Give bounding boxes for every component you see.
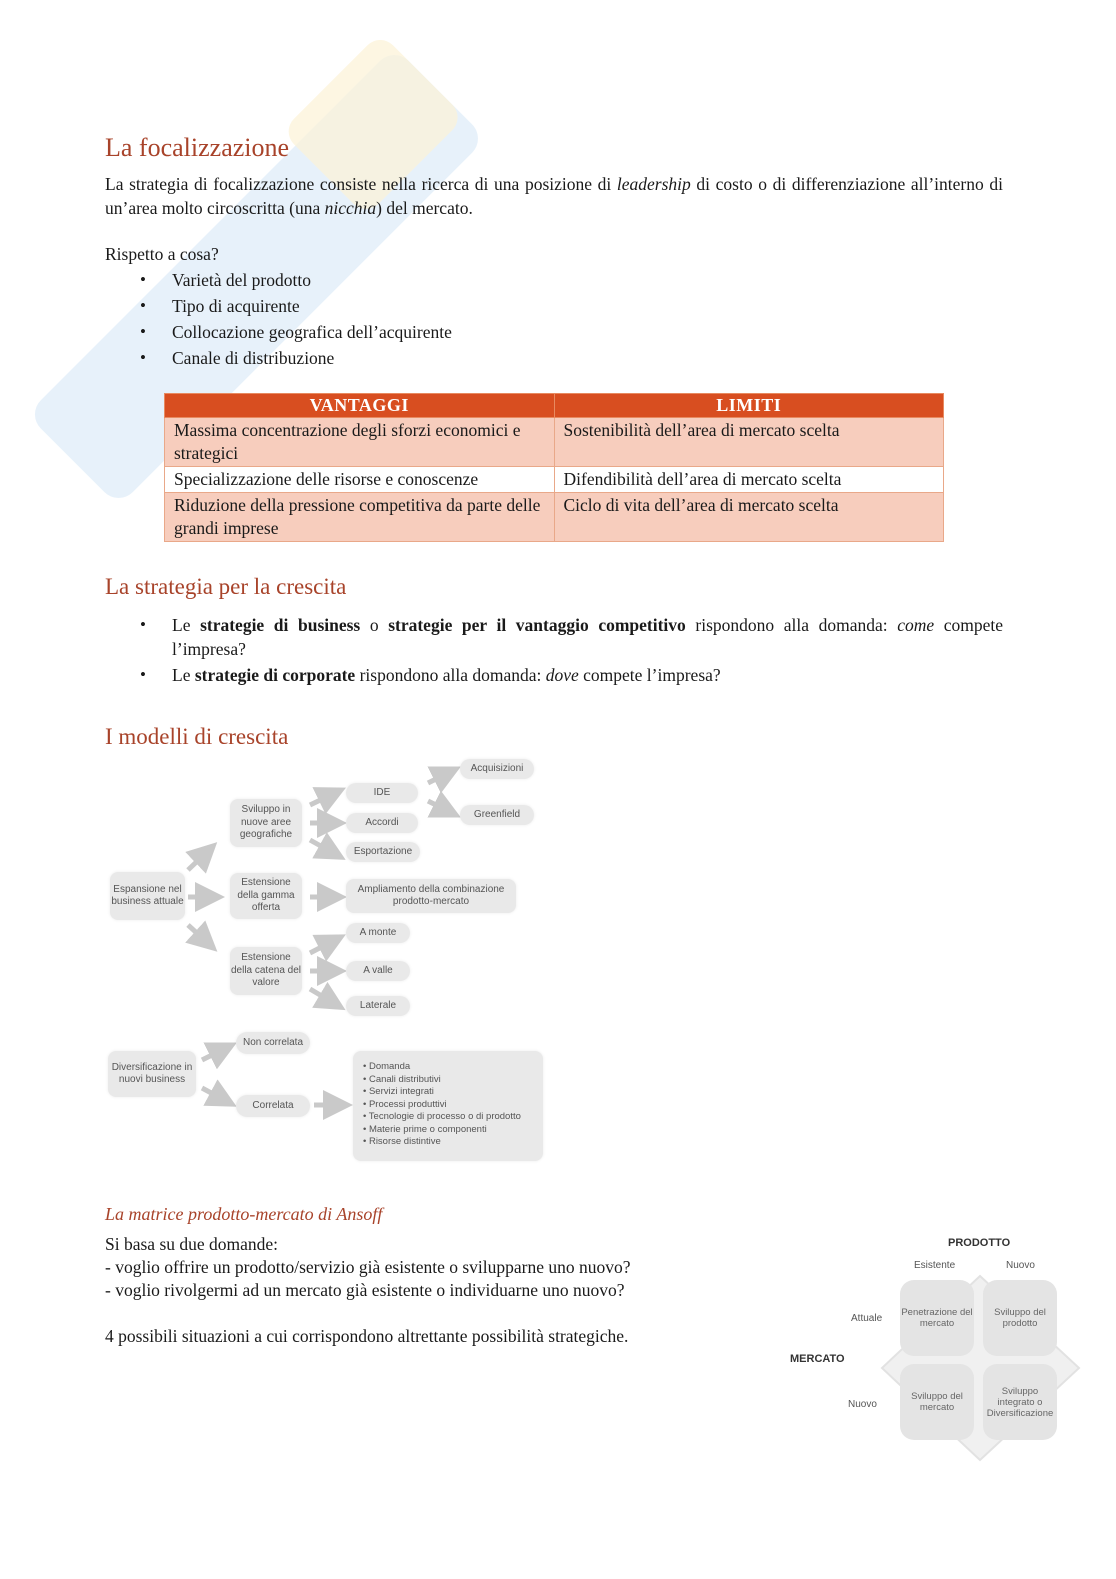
strong-text: strategie per il vantaggio competitivo [388, 615, 686, 635]
arrow [188, 849, 210, 870]
text: rispondono alla domanda: [685, 615, 898, 635]
ansoff-question-2: - voglio rivolgermi ad un mercato già esistente o individuarne uno nuovo? [105, 1280, 625, 1300]
intro-text-2: di costo o di differenziazione all’interno di un’area molto circoscritta (una [105, 174, 1003, 218]
node-a-monte: A monte [346, 923, 410, 943]
node-correlata: Correlata [236, 1095, 310, 1117]
intro-emphasis-leadership: leadership [616, 174, 691, 194]
ansoff-question-1: - voglio offrire un prodotto/servizio già esistente o svilupparne uno nuovo? [105, 1257, 631, 1277]
text: rispondono alla domanda: [355, 665, 546, 685]
arrow [428, 771, 452, 783]
header-limiti: LIMITI [554, 394, 944, 418]
list-item: • Collocazione geografica dell’acquirente [105, 319, 452, 345]
table-header-row [165, 394, 944, 418]
arrow [188, 925, 210, 945]
node-laterale: Laterale [346, 996, 410, 1016]
criteria-list [105, 267, 452, 371]
list-item: • Tipo di acquirente [105, 293, 452, 319]
intro-text-1: La strategia di focalizzazione consiste nella ricerca di una posizione di [105, 174, 617, 194]
matrix-col-esistente: Esistente [914, 1260, 956, 1271]
list-item [105, 613, 1003, 661]
list-item: • Canale di distribuzione [105, 345, 452, 371]
node-a-valle: A valle [346, 961, 410, 981]
table-row [165, 493, 944, 542]
page-title: La focalizzazione [105, 133, 290, 162]
arrow [202, 1088, 228, 1102]
list-item: • Canali distributivi [363, 1073, 441, 1085]
node-ampliamento: Ampliamento della combinazione prodotto-mercato [346, 879, 516, 913]
node-diversificazione: Diversificazione in nuovi business [108, 1051, 196, 1097]
ansoff-conclusion: 4 possibili situazioni a cui corrispondono altrettante possibilità strategiche. [105, 1326, 629, 1346]
table-cell: Ciclo di vita dell’area di mercato scelta [554, 493, 944, 542]
list-item: • Varietà del prodotto [105, 267, 452, 293]
list-item [105, 663, 1003, 687]
table-row [165, 467, 944, 493]
arrow [310, 989, 337, 1005]
node-estensione-catena: Estensione della catena del valore [230, 947, 302, 995]
intro-text-3: ) del mercato. [376, 198, 473, 218]
list-item: • Servizi integrati [363, 1086, 434, 1097]
node-acquisizioni: Acquisizioni [460, 759, 534, 779]
text: compete l’impresa? [172, 615, 1004, 659]
matrix-row-attuale: Attuale [851, 1313, 883, 1324]
strong-text: strategie di corporate [194, 665, 356, 685]
node-correlata-list [353, 1051, 543, 1161]
matrix-row-nuovo: Nuovo [848, 1399, 877, 1410]
node-accordi: Accordi [346, 813, 418, 833]
table-cell: Riduzione della pressione competitiva da parte delle grandi imprese [165, 493, 555, 542]
ansoff-matrix [780, 1228, 1090, 1468]
list-item: • Processi produttivi [363, 1098, 447, 1110]
node-estensione-gamma: Estensione della gamma offerta [230, 873, 302, 919]
node-sviluppo-geo: Sviluppo in nuove aree geografiche [230, 799, 302, 847]
arrow [202, 1047, 228, 1060]
list-item: • Materie prime o componenti [363, 1123, 487, 1135]
list-item: • Tecnologie di processo o di prodotto [363, 1111, 521, 1122]
node-non-correlata: Non correlata [236, 1032, 310, 1054]
text: Le [172, 665, 195, 685]
question-label: Rispetto a cosa? [105, 244, 219, 264]
header-vantaggi: VANTAGGI [165, 394, 555, 418]
table-cell: Specializzazione delle risorse e conoscenze [165, 467, 555, 493]
table-row [165, 418, 944, 467]
text: o [360, 615, 389, 635]
table-cell: Sostenibilità dell’area di mercato scelta [554, 418, 944, 467]
strong-text: strategie di business [200, 615, 361, 635]
matrix-cell-penetrazione: Penetrazione del mercato [900, 1280, 974, 1356]
matrix-cell-diversificazione: Sviluppo integrato o Diversificazione [983, 1364, 1057, 1440]
crescita-list [105, 613, 1003, 689]
arrow [310, 792, 337, 805]
ansoff-intro: Si basa su due domande: [105, 1234, 279, 1254]
intro-emphasis-nicchia: nicchia [324, 198, 377, 218]
list-item: • Domanda [363, 1061, 411, 1072]
arrow [310, 939, 337, 953]
section-title-crescita: La strategia per la crescita [105, 574, 347, 599]
emphasis-text: come [897, 615, 935, 635]
matrix-cell-sviluppo-mercato: Sviluppo del mercato [900, 1364, 974, 1440]
text: Le [172, 615, 201, 635]
node-esportazione: Esportazione [346, 842, 420, 862]
text: compete l’impresa? [578, 665, 721, 685]
ansoff-title: La matrice prodotto-mercato di Ansoff [105, 1204, 383, 1224]
table-cell: Massima concentrazione degli sforzi economici e strategici [165, 418, 555, 467]
emphasis-text: dove [545, 665, 579, 685]
table-cell: Difendibilità dell’area di mercato scelta [554, 467, 944, 493]
node-espansione: Espansione nel business attuale [110, 872, 185, 920]
matrix-title-prodotto: PRODOTTO [948, 1237, 1011, 1249]
matrix-cell-sviluppo-prodotto: Sviluppo del prodotto [983, 1280, 1057, 1356]
list-item: • Risorse distintive [363, 1136, 441, 1147]
section-title-modelli: I modelli di crescita [105, 724, 289, 749]
node-greenfield: Greenfield [460, 805, 534, 825]
node-ide: IDE [346, 783, 418, 803]
arrow [428, 801, 452, 813]
growth-models-diagram [100, 755, 560, 1175]
vantaggi-limiti-table [164, 393, 944, 542]
matrix-col-nuovo: Nuovo [1006, 1260, 1035, 1271]
arrow [310, 840, 337, 855]
focalizzazione-intro [105, 172, 1003, 220]
matrix-title-mercato: MERCATO [790, 1353, 845, 1365]
